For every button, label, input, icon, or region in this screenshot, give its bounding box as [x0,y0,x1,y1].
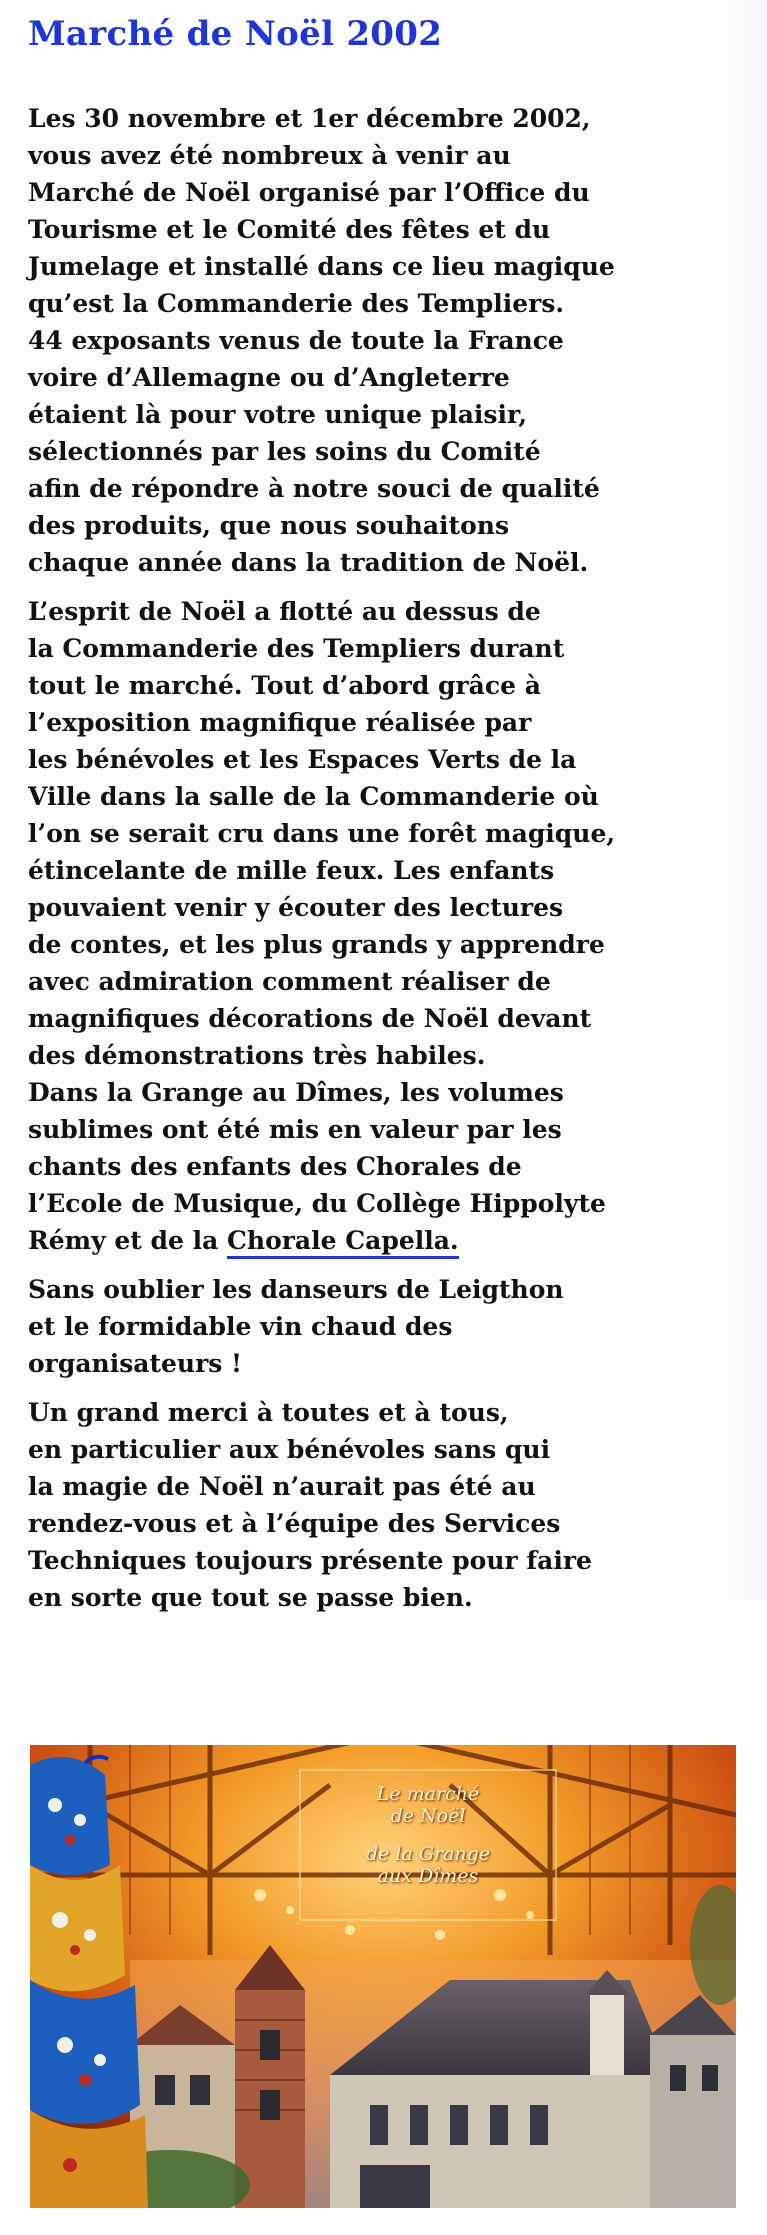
photo-caption [313,1783,543,1887]
text-line: des démonstrations très habiles. [28,1041,486,1070]
underlined-choir-name: Chorale Capella. [227,1226,459,1259]
text-line: voire d’Allemagne ou d’Angleterre [28,363,510,392]
text-line: sublimes ont été mis en valeur par les [28,1115,562,1144]
text-line: la magie de Noël n’aurait pas été au [28,1472,536,1501]
text-line: Tourisme et le Comité des fêtes et du [28,215,551,244]
text-line: chaque année dans la tradition de Noël. [28,548,589,577]
text-line: étincelante de mille feux. Les enfants [28,856,555,885]
caption-line-2: de Noël [390,1805,466,1827]
text-line: avec admiration comment réaliser de [28,967,551,996]
paragraph-3 [28,1271,748,1382]
text-line: rendez-vous et à l’équipe des Services [28,1509,561,1538]
caption-line-1: Le marché [376,1783,480,1805]
paragraph-4 [28,1394,748,1616]
text-line: vous avez été nombreux à venir au [28,141,511,170]
text-line: L’esprit de Noël a flotté au dessus de [28,597,541,626]
text-line: de contes, et les plus grands y apprendre [28,930,605,959]
caption-line-3: de la Grange [365,1843,491,1865]
text-line: étaient là pour votre unique plaisir, [28,400,528,429]
text-line: chants des enfants des Chorales de [28,1152,522,1181]
text-line: pouvaient venir y écouter des lectures [28,893,564,922]
text-line: qu’est la Commanderie des Templiers. [28,289,565,318]
text-line: tout le marché. Tout d’abord grâce à [28,671,541,700]
text-line: Dans la Grange au Dîmes, les volumes [28,1078,564,1107]
text-line: et le formidable vin chaud des [28,1312,453,1341]
paragraph-2 [28,593,748,1259]
text-line: afin de répondre à notre souci de qualité [28,474,600,503]
text-line [28,1222,748,1259]
text-line: l’on se serait cru dans une forêt magique, [28,819,616,848]
page-title: Marché de Noël 2002 [28,14,443,54]
paragraph-1 [28,100,748,581]
text-line: la Commanderie des Templiers durant [28,634,565,663]
text-line: Les 30 novembre et 1er décembre 2002, [28,104,591,133]
text-line: l’Ecole de Musique, du Collège Hippolyte [28,1189,606,1218]
text-line: sélectionnés par les soins du Comité [28,437,541,466]
caption-line-4: aux Dîmes [377,1865,479,1887]
text-line: Techniques toujours présente pour faire [28,1546,592,1575]
text-line-prefix: Rémy et de la [28,1226,228,1255]
text-line: Un grand merci à toutes et à tous, [28,1398,509,1427]
text-line: en particulier aux bénévoles sans qui [28,1435,551,1464]
text-line: Ville dans la salle de la Commanderie où [28,782,599,811]
text-line: Jumelage et installé dans ce lieu magique [28,252,615,281]
text-line: Marché de Noël organisé par l’Office du [28,178,590,207]
text-line: en sorte que tout se passe bien. [28,1583,473,1612]
text-line: magnifiques décorations de Noël devant [28,1004,592,1033]
text-line: l’exposition magnifique réalisée par [28,708,532,737]
text-line: les bénévoles et les Espaces Verts de la [28,745,577,774]
text-line: 44 exposants venus de toute la France [28,326,564,355]
text-line: organisateurs ! [28,1349,243,1378]
text-line: Sans oublier les danseurs de Leigthon [28,1275,564,1304]
christmas-market-photo [30,1745,736,2208]
article-body [28,100,748,1628]
text-line: des produits, que nous souhaitons [28,511,510,540]
